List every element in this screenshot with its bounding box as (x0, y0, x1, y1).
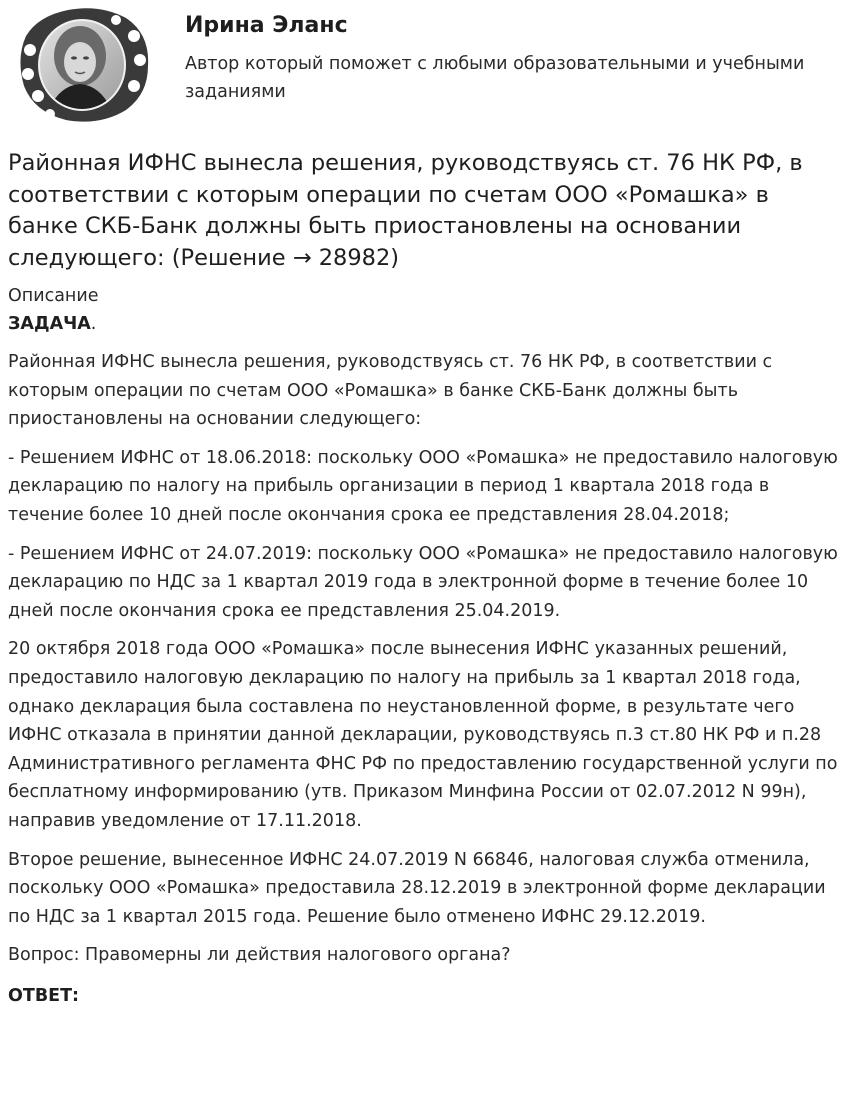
paragraph-second-decision: Второе решение, вынесенное ИФНС 24.07.2019 N 66846, налоговая служба отменила, поскольку ООО «Ромашка» предоставила 28.12.2019 в электронной форме декларации по НДС за 1 квартал 2015 года. Решение было отменено ИФНС 29.12.2019. (8, 849, 826, 927)
paragraph-question: Вопрос: Правомерны ли действия налогового органа? (8, 945, 511, 966)
description-label: Описание (8, 286, 99, 306)
author-description: Автор который поможет с любыми образовательными и учебными заданиями (185, 54, 805, 102)
paragraph-intro: Районная ИФНС вынесла решения, руководствуясь ст. 76 НК РФ, в соответствии с которым операции по счетам ООО «Ромашка» в банке СКБ-Банк должны быть приостановлены на основании следующего: (8, 352, 773, 430)
task-label-dot: . (90, 314, 97, 334)
answer-label: ОТВЕТ: (8, 985, 80, 1006)
avatar-film-frame-icon (8, 6, 156, 124)
task-heading (8, 310, 840, 338)
page-title: Районная ИФНС вынесла решения, руководствуясь ст. 76 НК РФ, в соответствии с которым операции по счетам ООО «Ромашка» в банке СКБ-Банк должны быть приостановлены на основании следующего: (Решение → 28982) (8, 150, 803, 271)
task-label: ЗАДАЧА (8, 314, 91, 334)
paragraph-decision-2: - Решением ИФНС от 24.07.2019: поскольку ООО «Ромашка» не предоставило налоговую декларацию по НДС за 1 квартал 2019 года в электронной форме в течение более 10 дней после окончания срока ее представления 25.04.2019. (8, 543, 838, 621)
paragraph-declaration: 20 октября 2018 года ООО «Ромашка» после вынесения ИФНС указанных решений, предоставило налоговую декларацию по налогу на прибыль за 1 квартал 2018 года, однако декларация была составлена по неустановленной форме, в результате чего ИФНС отказала в принятии данной декларации, руководствуясь п.3 ст.80 НК РФ и п.28 Административного регламента ФНС РФ по предоставлению государственной услуги по бесплатному информированию (утв. Приказом Минфина России от 02.07.2012 N 99н), направив уведомление от 17.11.2018. (8, 639, 838, 831)
author-block (0, 0, 847, 130)
author-name: Ирина Эланс (185, 13, 348, 38)
document-content (8, 148, 840, 1010)
author-avatar (8, 6, 156, 124)
paragraph-decision-1: - Решением ИФНС от 18.06.2018: поскольку ООО «Ромашка» не предоставило налоговую декларацию по налогу на прибыль организации в период 1 квартала 2018 года в течение более 10 дней после окончания срока ее представления 28.04.2018; (8, 447, 838, 525)
